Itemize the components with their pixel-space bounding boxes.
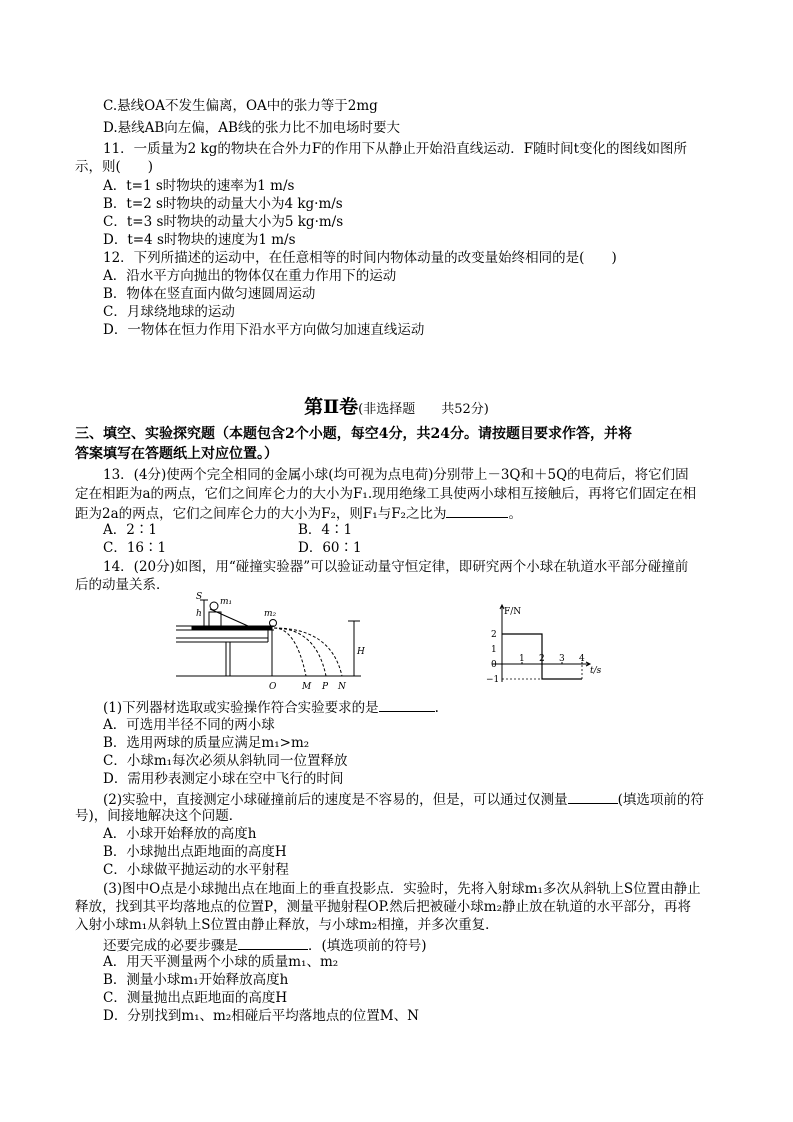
x-tick-label: 3 [559,654,565,664]
option-d-line: D.悬线AB向左偏，AB线的张力比不加电场时要大 [103,120,400,136]
force-time-chart [478,602,608,686]
label-M: M [302,682,312,692]
q14-part1-option-d: D．需用秒表测定小球在空中飞行的时间 [103,771,344,787]
label-H: H [357,647,365,657]
q14-part3-4: 还要完成的必要步骤是 ．(填选项前的符号) [103,935,427,955]
q14-part3-option-a: A．用天平测量两个小球的质量m₁、m₂ [103,954,339,970]
trajectory-p [274,628,326,676]
x-axis-label: t/s [590,666,602,676]
section-heading-1: 三、填空、实验探究题（本题包含2个小题，每空4分，共24分。请按题目要求作答，并将 [75,426,632,442]
q11-option-a: A．t=1 s时物块的速率为1 m/s [103,178,295,194]
section-heading-2: 答案填写在答题纸上对应位置。） [75,446,278,462]
section-title-sub: (非选择题 共52分) [358,402,489,417]
q11-stem: 11．一质量为2 kg的物块在合外力F的作用下从静止开始沿直线运动．F随时间t变化的图线如图所 [103,141,688,157]
q12-option-b: B．物体在竖直面内做匀速圆周运动 [103,286,316,302]
q13-option-d: D．60∶1 [298,540,362,556]
q14-part3-option-d: D．分别找到m₁、m₂相碰后平均落地点的位置M、N [103,1008,419,1024]
q12-option-d: D．一物体在恒力作用下沿水平方向做匀加速直线运动 [103,322,425,338]
q14-part1: (1)下列器材选取或实验操作符合实验要求的是 . [103,697,439,717]
q12-option-a: A．沿水平方向抛出的物体仅在重力作用下的运动 [103,268,397,284]
q14-part3-option-b: B．测量小球m₁开始释放高度h [103,972,289,988]
q13-option-c: C．16∶1 [103,540,167,556]
q14-part3-option-c: C．测量抛出点距地面的高度H [103,990,288,1006]
x-tick-label: 1 [519,654,525,664]
q12-option-c: C．月球绕地球的运动 [103,304,235,320]
trajectory-n [274,628,342,676]
y-tick-label: 2 [491,630,497,640]
label-O: O [269,682,277,692]
release-block [209,612,221,626]
option-c-line: C.悬线OA不发生偏离，OA中的张力等于2mg [103,98,378,114]
ball-m1 [210,602,218,610]
trajectory-m [274,628,306,676]
label-N: N [338,682,346,692]
y-tick-label: 1 [491,645,497,655]
x-tick-label: 4 [579,654,585,664]
section-title [0,392,793,419]
q14-part2-option-a: A．小球开始释放的高度h [103,826,257,842]
ball-m2 [270,620,277,627]
q14-part2-cont: 号)，间接地解决这个问题． [75,808,243,824]
q14-part3-1: (3)图中O点是小球抛出点在地面上的垂直投影点．实验时，先将入射球m₁多次从斜轨上S位置由静止 [103,881,701,897]
q13-stem-2: 定在相距为a的两点，它们之间库仑力的大小为F₁.现用绝缘工具使两小球相互接触后，再将它们固定在相 [75,486,697,502]
track-bar [192,626,272,630]
section-title-main: 第Ⅱ卷 [304,396,359,418]
force-series-line [502,634,582,679]
q14-part1-option-c: C．小球m₁每次必须从斜轨同一位置释放 [103,753,348,769]
y-tick-label: 0 [491,660,497,670]
label-P: P [322,682,329,692]
q14-part1-blank[interactable] [379,697,435,712]
label-m1: m₁ [220,597,233,607]
q11-option-c: C．t=3 s时物块的动量大小为5 kg·m/s [103,214,344,230]
x-tick-label: 2 [539,654,545,664]
q13-option-b: B．4∶1 [298,522,353,538]
q14-part2-option-c: C．小球做平抛运动的水平射程 [103,862,289,878]
q13-stem-1: 13．(4分)使两个完全相同的金属小球(均可视为点电荷)分别带上－3Q和＋5Q的电荷后，将它们固 [103,467,689,483]
q14-part2: (2)实验中，直接测定小球碰撞前后的速度是不容易的，但是，可以通过仅测量 (填选项前的符 [103,789,704,809]
y-tick-label: −1 [486,675,500,685]
q14-stem-1: 14．(20分)如图，用“碰撞实验器”可以验证动量守恒定律，即研究两个小球在轨道水平部分碰撞前 [103,559,689,575]
label-h: h [196,609,202,619]
q14-part1-option-a: A．可选用半径不同的两小球 [103,717,275,733]
q14-part3-3: 入射小球m₁从斜轨上S位置由静止释放，与小球m₂相撞，并多次重复． [75,917,499,933]
q13-stem-3: 距为2a的两点，它们之间库仑力的大小为F₂，则F₁与F₂之比为 。 [75,503,522,523]
collision-apparatus-figure [176,592,376,696]
y-axis-label: F/N [504,607,522,617]
q14-part1-option-b: B．选用两球的质量应满足m₁>m₂ [103,735,310,751]
q11-option-b: B．t=2 s时物块的动量大小为4 kg·m/s [103,196,343,212]
q14-stem-2: 后的动量关系． [75,577,170,593]
q14-part2-blank[interactable] [568,789,618,804]
q13-option-a: A．2∶1 [103,522,157,538]
q14-part2-option-b: B．小球抛出点距地面的高度H [103,844,287,860]
q12-stem: 12．下列所描述的运动中，在任意相等的时间内物体动量的改变量始终相同的是( ) [103,250,617,266]
q13-answer-blank[interactable] [446,503,508,518]
label-s: S [196,592,203,602]
q14-part3-2: 释放，找到其平均落地点的位置P，测量平抛射程OP.然后把被碰小球m₂静止放在轨道的水平部分，再将 [75,899,692,915]
q11-stem-cont: 示，则( ) [75,159,154,175]
q14-part3-blank[interactable] [238,935,308,950]
label-m2: m₂ [264,609,277,619]
q11-option-d: D．t=4 s时物块的速度为1 m/s [103,232,296,248]
